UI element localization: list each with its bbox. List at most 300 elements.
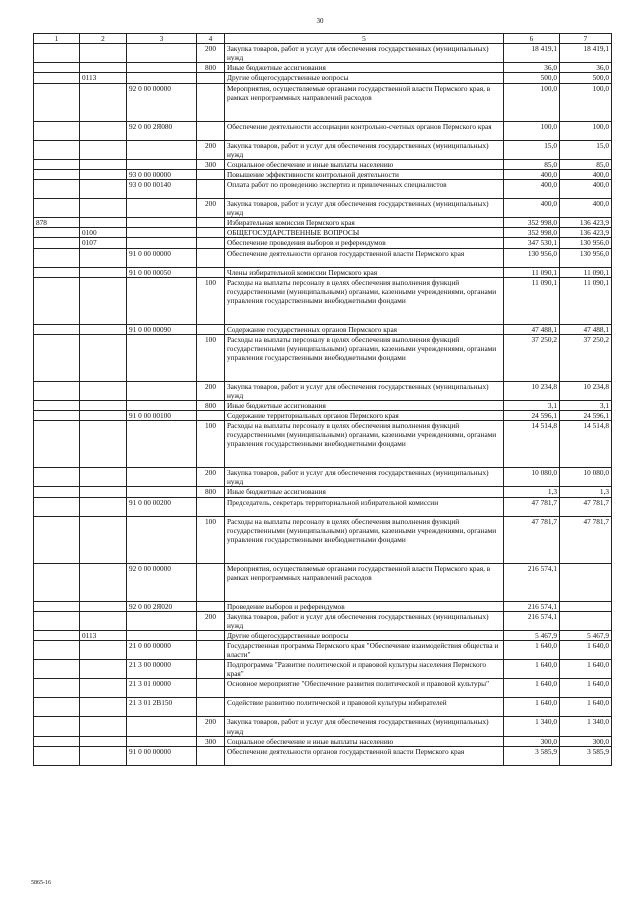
amount-cell: 100,0 xyxy=(560,121,612,140)
table-row xyxy=(34,640,612,659)
row-code-cell xyxy=(34,381,80,400)
amount-cell: 11 090,1 xyxy=(504,277,560,324)
row-code-cell xyxy=(34,660,80,679)
column-header: 7 xyxy=(560,34,612,44)
row-code-cell xyxy=(34,630,80,640)
description-cell: Мероприятия, осуществляемые органами государственной власти Пермского края, в рамках непрограммных направлений расходов xyxy=(225,563,504,601)
description-cell: Иные бюджетные ассигнования xyxy=(225,487,504,497)
expense-type-cell xyxy=(197,411,225,421)
table-row xyxy=(34,679,612,698)
row-code-cell xyxy=(34,169,80,179)
amount-cell: 5 467,9 xyxy=(560,630,612,640)
expense-type-cell xyxy=(197,746,225,765)
table-row xyxy=(34,487,612,497)
amount-cell: 37 250,2 xyxy=(504,334,560,381)
table-row xyxy=(34,516,612,563)
section-code-cell xyxy=(80,44,127,63)
amount-cell: 300,0 xyxy=(560,736,612,746)
amount-cell: 130 956,0 xyxy=(560,248,612,267)
expense-type-cell: 100 xyxy=(197,334,225,381)
expense-type-cell: 200 xyxy=(197,611,225,630)
section-code-cell xyxy=(80,746,127,765)
amount-cell: 5 467,9 xyxy=(504,630,560,640)
section-code-cell xyxy=(80,563,127,601)
section-code-cell xyxy=(80,601,127,611)
amount-cell: 1,3 xyxy=(560,487,612,497)
amount-cell: 136 423,9 xyxy=(560,218,612,228)
expense-type-cell xyxy=(197,497,225,516)
description-cell: Подпрограмма "Развитие политической и правовой культуры населения Пермского края" xyxy=(225,660,504,679)
amount-cell: 216 574,1 xyxy=(504,601,560,611)
target-article-cell xyxy=(127,334,197,381)
row-code-cell xyxy=(34,140,80,159)
expense-type-cell xyxy=(197,324,225,334)
row-code-cell xyxy=(34,324,80,334)
target-article-cell xyxy=(127,277,197,324)
amount-cell: 1 640,0 xyxy=(504,698,560,717)
section-code-cell: 0100 xyxy=(80,228,127,238)
amount-cell: 3 585,9 xyxy=(504,746,560,765)
amount-cell: 1 640,0 xyxy=(560,660,612,679)
expense-type-cell: 100 xyxy=(197,516,225,563)
description-cell: Избирательная комиссия Пермского края xyxy=(225,218,504,228)
description-cell: Другие общегосударственные вопросы xyxy=(225,73,504,83)
amount-cell: 1 640,0 xyxy=(560,698,612,717)
description-cell: Содержание государственных органов Пермского края xyxy=(225,324,504,334)
amount-cell: 24 596,1 xyxy=(560,411,612,421)
description-cell: Обеспечение деятельности органов государственной власти Пермского края xyxy=(225,248,504,267)
target-article-cell: 91 0 00 00100 xyxy=(127,411,197,421)
amount-cell: 500,0 xyxy=(560,73,612,83)
page-number: 30 xyxy=(316,17,324,25)
amount-cell: 1,3 xyxy=(504,487,560,497)
table-row xyxy=(34,83,612,121)
target-article-cell: 91 0 00 00000 xyxy=(127,746,197,765)
table-row xyxy=(34,218,612,228)
table-row xyxy=(34,660,612,679)
expense-type-cell xyxy=(197,228,225,238)
target-article-cell xyxy=(127,516,197,563)
amount-cell: 47 781,7 xyxy=(560,497,612,516)
amount-cell: 400,0 xyxy=(560,179,612,198)
row-code-cell xyxy=(34,179,80,198)
description-cell: Закупка товаров, работ и услуг для обеспечения государственных (муниципальных) нужд xyxy=(225,44,504,63)
expense-type-cell xyxy=(197,169,225,179)
amount-cell: 37 250,2 xyxy=(560,334,612,381)
target-article-cell: 93 0 00 00140 xyxy=(127,179,197,198)
table-row xyxy=(34,44,612,63)
row-code-cell xyxy=(34,698,80,717)
expense-type-cell: 200 xyxy=(197,717,225,736)
table-row xyxy=(34,334,612,381)
target-article-cell: 91 0 00 00090 xyxy=(127,324,197,334)
description-cell: Проведение выборов и референдумов xyxy=(225,601,504,611)
target-article-cell: 21 3 01 2В150 xyxy=(127,698,197,717)
target-article-cell: 92 0 00 00000 xyxy=(127,563,197,601)
section-code-cell: 0113 xyxy=(80,630,127,640)
target-article-cell xyxy=(127,63,197,73)
section-code-cell xyxy=(80,169,127,179)
amount-cell: 3,1 xyxy=(560,400,612,410)
expense-type-cell xyxy=(197,248,225,267)
amount-cell: 130 956,0 xyxy=(504,248,560,267)
target-article-cell: 21 3 00 00000 xyxy=(127,660,197,679)
column-header: 6 xyxy=(504,34,560,44)
expense-type-cell: 800 xyxy=(197,487,225,497)
section-code-cell xyxy=(80,640,127,659)
target-article-cell xyxy=(127,611,197,630)
amount-cell: 47 781,7 xyxy=(504,497,560,516)
row-code-cell xyxy=(34,400,80,410)
expense-type-cell xyxy=(197,630,225,640)
expense-type-cell xyxy=(197,601,225,611)
section-code-cell xyxy=(80,679,127,698)
description-cell: Закупка товаров, работ и услуг для обеспечения государственных (муниципальных) нужд xyxy=(225,611,504,630)
table-row xyxy=(34,228,612,238)
section-code-cell xyxy=(80,698,127,717)
amount-cell: 18 419,1 xyxy=(560,44,612,63)
row-code-cell xyxy=(34,611,80,630)
description-cell: Закупка товаров, работ и услуг для обеспечения государственных (муниципальных) нужд xyxy=(225,381,504,400)
description-cell: Оплата работ по проведению экспертиз и привлеченных специалистов xyxy=(225,179,504,198)
section-code-cell xyxy=(80,277,127,324)
table-row xyxy=(34,267,612,277)
table-row xyxy=(34,140,612,159)
amount-cell: 11 090,1 xyxy=(560,277,612,324)
target-article-cell: 21 3 01 00000 xyxy=(127,679,197,698)
table-row xyxy=(34,468,612,487)
table-row xyxy=(34,698,612,717)
amount-cell: 300,0 xyxy=(504,736,560,746)
table-row xyxy=(34,400,612,410)
column-header: 2 xyxy=(80,34,127,44)
expense-type-cell xyxy=(197,238,225,248)
table-row xyxy=(34,601,612,611)
amount-cell: 10 234,8 xyxy=(504,381,560,400)
section-code-cell xyxy=(80,159,127,169)
column-header: 5 xyxy=(225,34,504,44)
expense-type-cell xyxy=(197,73,225,83)
table-row xyxy=(34,248,612,267)
section-code-cell xyxy=(80,411,127,421)
amount-cell: 11 090,1 xyxy=(504,267,560,277)
description-cell: Закупка товаров, работ и услуг для обеспечения государственных (муниципальных) нужд xyxy=(225,717,504,736)
expense-type-cell: 100 xyxy=(197,277,225,324)
row-code-cell xyxy=(34,640,80,659)
target-article-cell: 91 0 00 00200 xyxy=(127,497,197,516)
expense-type-cell: 300 xyxy=(197,159,225,169)
target-article-cell: 91 0 00 00050 xyxy=(127,267,197,277)
row-code-cell xyxy=(34,63,80,73)
description-cell: Закупка товаров, работ и услуг для обеспечения государственных (муниципальных) нужд xyxy=(225,140,504,159)
footer-code: 5865-16 xyxy=(31,880,51,886)
expense-type-cell xyxy=(197,640,225,659)
section-code-cell xyxy=(80,198,127,217)
section-code-cell xyxy=(80,334,127,381)
amount-cell: 15,0 xyxy=(560,140,612,159)
section-code-cell xyxy=(80,218,127,228)
description-cell: Расходы на выплаты персоналу в целях обеспечения выполнения функций государственными (муниципальными) органами, казенными учреждениями, органами управления государственными внебюджетными фондами xyxy=(225,277,504,324)
expense-type-cell xyxy=(197,121,225,140)
amount-cell: 400,0 xyxy=(504,198,560,217)
amount-cell: 47 488,1 xyxy=(504,324,560,334)
expense-type-cell xyxy=(197,698,225,717)
description-cell: Закупка товаров, работ и услуг для обеспечения государственных (муниципальных) нужд xyxy=(225,468,504,487)
amount-cell: 216 574,1 xyxy=(504,563,560,601)
description-cell: Обеспечение проведения выборов и референдумов xyxy=(225,238,504,248)
amount-cell: 18 419,1 xyxy=(504,44,560,63)
section-code-cell xyxy=(80,63,127,73)
amount-cell: 14 514,8 xyxy=(504,421,560,468)
description-cell: Социальное обеспечение и иные выплаты населению xyxy=(225,159,504,169)
row-code-cell xyxy=(34,746,80,765)
budget-table xyxy=(33,33,612,766)
row-code-cell xyxy=(34,121,80,140)
table-row xyxy=(34,717,612,736)
amount-cell: 1 640,0 xyxy=(504,660,560,679)
target-article-cell xyxy=(127,400,197,410)
expense-type-cell: 200 xyxy=(197,381,225,400)
amount-cell: 347 530,1 xyxy=(504,238,560,248)
target-article-cell xyxy=(127,140,197,159)
row-code-cell xyxy=(34,267,80,277)
target-article-cell: 21 0 00 00000 xyxy=(127,640,197,659)
table-row xyxy=(34,630,612,640)
table-row xyxy=(34,746,612,765)
target-article-cell xyxy=(127,159,197,169)
amount-cell: 1 340,0 xyxy=(560,717,612,736)
row-code-cell xyxy=(34,44,80,63)
amount-cell: 36,0 xyxy=(504,63,560,73)
amount-cell: 1 640,0 xyxy=(560,640,612,659)
amount-cell: 100,0 xyxy=(560,83,612,121)
amount-cell xyxy=(560,601,612,611)
description-cell: Расходы на выплаты персоналу в целях обеспечения выполнения функций государственными (муниципальными) органами, казенными учреждениями, органами управления государственными внебюджетными фондами xyxy=(225,421,504,468)
target-article-cell: 92 0 00 2Я080 xyxy=(127,121,197,140)
amount-cell: 85,0 xyxy=(560,159,612,169)
amount-cell xyxy=(560,611,612,630)
row-code-cell xyxy=(34,411,80,421)
amount-cell: 14 514,8 xyxy=(560,421,612,468)
table-row xyxy=(34,381,612,400)
expense-type-cell xyxy=(197,267,225,277)
description-cell: Основное мероприятие "Обеспечение развития политической и правовой культуры" xyxy=(225,679,504,698)
amount-cell: 24 596,1 xyxy=(504,411,560,421)
target-article-cell xyxy=(127,44,197,63)
expense-type-cell: 200 xyxy=(197,468,225,487)
section-code-cell xyxy=(80,83,127,121)
amount-cell: 85,0 xyxy=(504,159,560,169)
amount-cell: 36,0 xyxy=(560,63,612,73)
description-cell: Другие общегосударственные вопросы xyxy=(225,630,504,640)
table-row xyxy=(34,179,612,198)
description-cell: Иные бюджетные ассигнования xyxy=(225,400,504,410)
target-article-cell xyxy=(127,717,197,736)
target-article-cell: 92 0 00 00000 xyxy=(127,83,197,121)
table-row xyxy=(34,277,612,324)
description-cell: Расходы на выплаты персоналу в целях обеспечения выполнения функций государственными (муниципальными) органами, казенными учреждениями, органами управления государственными внебюджетными фондами xyxy=(225,516,504,563)
row-code-cell xyxy=(34,228,80,238)
target-article-cell xyxy=(127,468,197,487)
section-code-cell: 0113 xyxy=(80,73,127,83)
section-code-cell xyxy=(80,140,127,159)
amount-cell: 100,0 xyxy=(504,83,560,121)
column-header: 4 xyxy=(197,34,225,44)
row-code-cell xyxy=(34,83,80,121)
table-row xyxy=(34,121,612,140)
expense-type-cell xyxy=(197,660,225,679)
target-article-cell: 91 0 00 00000 xyxy=(127,248,197,267)
target-article-cell xyxy=(127,487,197,497)
row-code-cell xyxy=(34,468,80,487)
amount-cell: 1 640,0 xyxy=(504,640,560,659)
header-row xyxy=(34,34,612,44)
row-code-cell xyxy=(34,238,80,248)
amount-cell: 136 423,9 xyxy=(560,228,612,238)
amount-cell: 3 585,9 xyxy=(560,746,612,765)
amount-cell: 400,0 xyxy=(560,169,612,179)
row-code-cell xyxy=(34,248,80,267)
description-cell: ОБЩЕГОСУДАРСТВЕННЫЕ ВОПРОСЫ xyxy=(225,228,504,238)
table-row xyxy=(34,169,612,179)
description-cell: Содержание территориальных органов Пермского края xyxy=(225,411,504,421)
target-article-cell xyxy=(127,228,197,238)
target-article-cell xyxy=(127,630,197,640)
expense-type-cell: 300 xyxy=(197,736,225,746)
expense-type-cell xyxy=(197,679,225,698)
section-code-cell xyxy=(80,736,127,746)
target-article-cell xyxy=(127,218,197,228)
description-cell: Мероприятия, осуществляемые органами государственной власти Пермского края, в рамках непрограммных направлений расходов xyxy=(225,83,504,121)
section-code-cell xyxy=(80,267,127,277)
target-article-cell xyxy=(127,198,197,217)
description-cell: Иные бюджетные ассигнования xyxy=(225,63,504,73)
description-cell: Расходы на выплаты персоналу в целях обеспечения выполнения функций государственными (муниципальными) органами, казенными учреждениями, органами управления государственными внебюджетными фондами xyxy=(225,334,504,381)
amount-cell: 352 998,0 xyxy=(504,228,560,238)
description-cell: Обеспечение деятельности ассоциации контрольно-счетных органов Пермского края xyxy=(225,121,504,140)
expense-type-cell: 200 xyxy=(197,198,225,217)
amount-cell: 1 640,0 xyxy=(504,679,560,698)
amount-cell: 10 234,8 xyxy=(560,381,612,400)
amount-cell: 11 090,1 xyxy=(560,267,612,277)
table-row xyxy=(34,63,612,73)
description-cell: Закупка товаров, работ и услуг для обеспечения государственных (муниципальных) нужд xyxy=(225,198,504,217)
amount-cell: 130 956,0 xyxy=(560,238,612,248)
amount-cell: 400,0 xyxy=(504,179,560,198)
row-code-cell xyxy=(34,717,80,736)
table-row xyxy=(34,198,612,217)
section-code-cell xyxy=(80,497,127,516)
target-article-cell xyxy=(127,736,197,746)
amount-cell: 10 080,0 xyxy=(560,468,612,487)
row-code-cell xyxy=(34,277,80,324)
amount-cell: 3,1 xyxy=(504,400,560,410)
amount-cell: 47 781,7 xyxy=(504,516,560,563)
row-code-cell: 878 xyxy=(34,218,80,228)
row-code-cell xyxy=(34,421,80,468)
table-row xyxy=(34,611,612,630)
amount-cell: 47 488,1 xyxy=(560,324,612,334)
amount-cell: 352 998,0 xyxy=(504,218,560,228)
table-row xyxy=(34,411,612,421)
description-cell: Обеспечение деятельности органов государственной власти Пермского края xyxy=(225,746,504,765)
expense-type-cell xyxy=(197,563,225,601)
row-code-cell xyxy=(34,679,80,698)
row-code-cell xyxy=(34,516,80,563)
target-article-cell: 92 0 00 2Я020 xyxy=(127,601,197,611)
section-code-cell xyxy=(80,468,127,487)
table-row xyxy=(34,563,612,601)
target-article-cell: 93 0 00 00000 xyxy=(127,169,197,179)
column-header: 1 xyxy=(34,34,80,44)
row-code-cell xyxy=(34,601,80,611)
section-code-cell xyxy=(80,717,127,736)
section-code-cell xyxy=(80,381,127,400)
row-code-cell xyxy=(34,563,80,601)
row-code-cell xyxy=(34,334,80,381)
section-code-cell xyxy=(80,516,127,563)
amount-cell: 100,0 xyxy=(504,121,560,140)
target-article-cell xyxy=(127,73,197,83)
section-code-cell xyxy=(80,324,127,334)
expense-type-cell: 200 xyxy=(197,44,225,63)
row-code-cell xyxy=(34,73,80,83)
amount-cell: 1 640,0 xyxy=(560,679,612,698)
section-code-cell: 0107 xyxy=(80,238,127,248)
amount-cell: 216 574,1 xyxy=(504,611,560,630)
amount-cell: 47 781,7 xyxy=(560,516,612,563)
table-row xyxy=(34,238,612,248)
table-row xyxy=(34,736,612,746)
section-code-cell xyxy=(80,400,127,410)
expense-type-cell: 800 xyxy=(197,400,225,410)
expense-type-cell xyxy=(197,218,225,228)
row-code-cell xyxy=(34,497,80,516)
amount-cell: 10 080,0 xyxy=(504,468,560,487)
expense-type-cell xyxy=(197,179,225,198)
description-cell: Государственная программа Пермского края "Обеспечение взаимодействия общества и власти" xyxy=(225,640,504,659)
amount-cell xyxy=(560,563,612,601)
description-cell: Содействие развитию политической и правовой культуры избирателей xyxy=(225,698,504,717)
row-code-cell xyxy=(34,487,80,497)
amount-cell: 400,0 xyxy=(504,169,560,179)
table-row xyxy=(34,421,612,468)
amount-cell: 400,0 xyxy=(560,198,612,217)
target-article-cell xyxy=(127,421,197,468)
table-row xyxy=(34,159,612,169)
description-cell: Социальное обеспечение и иные выплаты населению xyxy=(225,736,504,746)
section-code-cell xyxy=(80,248,127,267)
description-cell: Повышение эффективности контрольной деятельности xyxy=(225,169,504,179)
amount-cell: 15,0 xyxy=(504,140,560,159)
amount-cell: 500,0 xyxy=(504,73,560,83)
table-row xyxy=(34,497,612,516)
row-code-cell xyxy=(34,198,80,217)
section-code-cell xyxy=(80,487,127,497)
section-code-cell xyxy=(80,179,127,198)
target-article-cell xyxy=(127,381,197,400)
table-row xyxy=(34,324,612,334)
column-header: 3 xyxy=(127,34,197,44)
row-code-cell xyxy=(34,159,80,169)
expense-type-cell: 200 xyxy=(197,140,225,159)
row-code-cell xyxy=(34,736,80,746)
expense-type-cell: 800 xyxy=(197,63,225,73)
expense-type-cell xyxy=(197,83,225,121)
section-code-cell xyxy=(80,611,127,630)
section-code-cell xyxy=(80,121,127,140)
description-cell: Председатель, секретарь территориальной избирательной комиссии xyxy=(225,497,504,516)
